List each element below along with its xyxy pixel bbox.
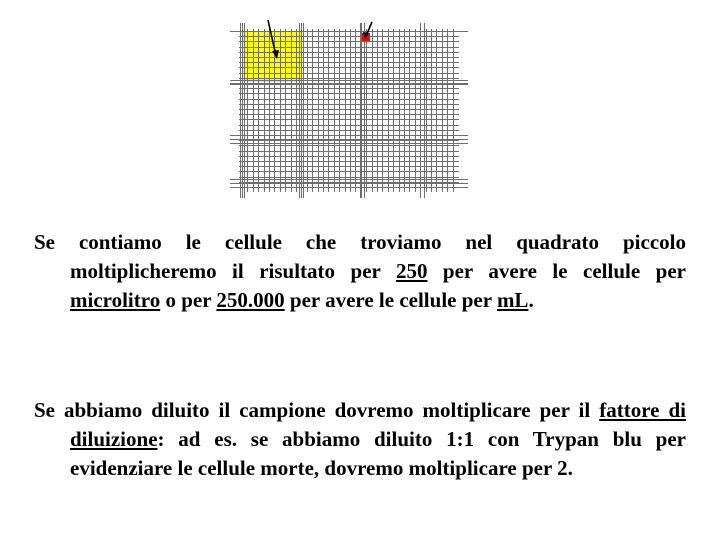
counting-chamber-grid — [226, 12, 476, 202]
p1-text-2: per avere le cellule per — [427, 259, 686, 283]
p1-text-5: . — [528, 288, 534, 312]
p2-text-2: : ad es. se abbiamo diluito 1:1 con Trypan blu per evidenziare le cellule morte, dovremo moltiplicare per 2. — [70, 427, 686, 480]
p1-value-250000: 250.000 — [216, 288, 285, 312]
p1-unit-ml: mL — [496, 288, 529, 312]
cell-count-paragraph — [34, 228, 686, 315]
p1-text-1: Se contiamo le cellule che troviamo nel quadrato piccolo moltiplicheremo il risultato per — [34, 230, 686, 283]
p1-unit-microlitro: microlitro — [70, 288, 161, 312]
p1-text-3: o per — [160, 288, 217, 312]
p1-value-250: 250 — [395, 259, 428, 283]
p2-dilution-factor: fattore di diluizione — [70, 398, 686, 451]
p2-text-1: Se abbiamo diluito il campione dovremo moltiplicare per il — [34, 398, 600, 422]
p1-text-4: per avere le cellule per — [284, 288, 497, 312]
dilution-paragraph — [34, 396, 686, 483]
